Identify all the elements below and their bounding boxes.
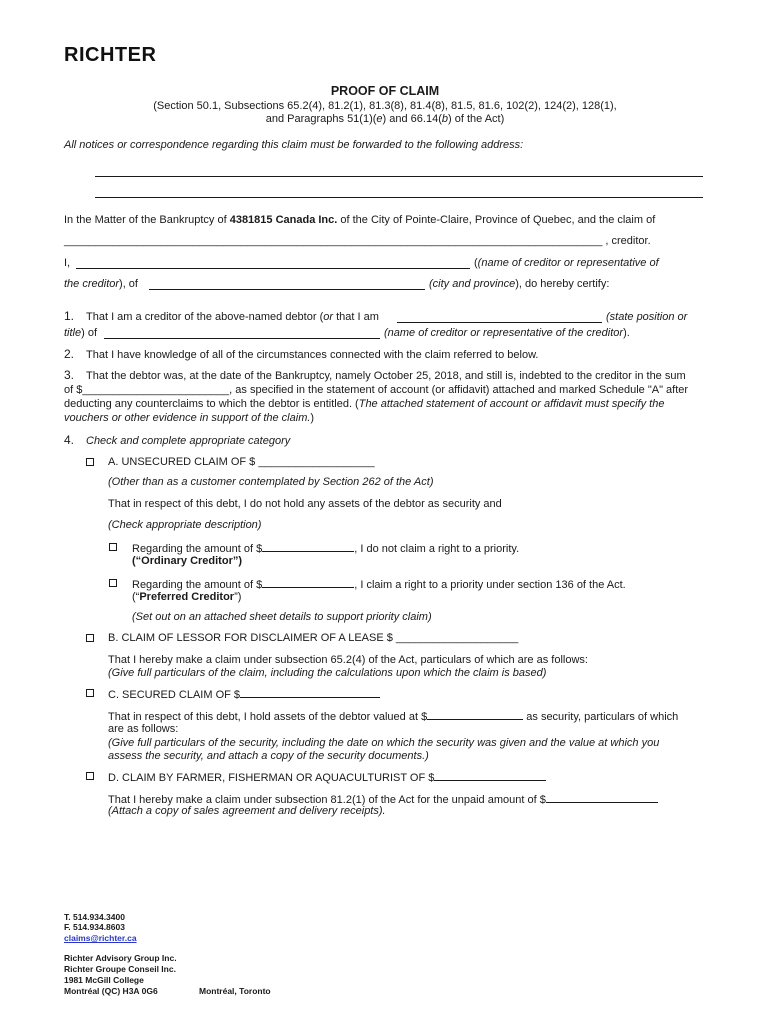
farmer-amount-field[interactable] [434, 769, 546, 781]
checkbox-a[interactable] [86, 458, 94, 466]
footer-company-1: Richter Advisory Group Inc. [64, 953, 177, 963]
category-a-text: That in respect of this debt, I do not hold any assets of the debtor as security and [108, 498, 502, 510]
footer-phone: T. 514.934.3400 [64, 912, 125, 922]
p4-number: 4. [64, 433, 75, 447]
category-a-note: (Other than as a customer contemplated by Section 262 of the Act) [108, 476, 434, 488]
city-hint: (city and province), do hereby certify: [429, 278, 610, 290]
category-a-label: A. UNSECURED CLAIM OF $ ___________________ [108, 456, 375, 468]
creditor-of-text: the creditor), of [64, 278, 138, 290]
category-c-note-1: (Give full particulars of the security, including the date on which the security was given and the value at which you [108, 737, 660, 749]
checkbox-c[interactable] [86, 689, 94, 697]
ordinary-creditor-label: (“Ordinary Creditor”) [132, 555, 243, 567]
secured-amount-field[interactable] [240, 686, 380, 698]
footer-email-link[interactable]: claims@richter.ca [64, 933, 137, 943]
category-b-text: That I hereby make a claim under subsection 65.2(4) of the Act, particulars of which are as follows: [108, 654, 588, 666]
p3-line-2[interactable]: of $________________________, as specified in the statement of account (or affidavit) attached and marked Schedule "A" after [64, 384, 689, 396]
a2-amount-field[interactable] [262, 576, 354, 588]
category-b-label: B. CLAIM OF LESSOR FOR DISCLAIMER OF A LEASE $ ____________________ [108, 632, 519, 644]
category-a-check-hint: (Check appropriate description) [108, 519, 262, 531]
a1-text: Regarding the amount of $ , I do not claim a right to a priority. [132, 540, 519, 556]
footer-cities: Montréal, Toronto [199, 986, 271, 996]
a1-amount-field[interactable] [262, 540, 354, 552]
creditor-rep-field[interactable] [104, 338, 380, 339]
category-d-text: That I hereby make a claim under subsection 81.2(1) of the Act for the unpaid amount of $ [108, 791, 658, 807]
address-line-1[interactable] [95, 176, 703, 177]
category-d-note: (Attach a copy of sales agreement and delivery receipts). [108, 805, 386, 817]
p1-number: 1. [64, 309, 75, 323]
p1-title-text: title) of [64, 327, 98, 339]
p3-number: 3. [64, 368, 75, 382]
p1-hint-2: (name of creditor or representative of the creditor). [384, 327, 630, 339]
p3-line-3: deducting any counterclaims to which the debtor is entitled. (The attached statement of account or affidavit must specify the [64, 398, 665, 410]
representative-hint: ((name of creditor or representative of [474, 257, 659, 269]
p4-text: Check and complete appropriate category [86, 435, 291, 447]
i-label: I, [64, 257, 71, 269]
checkbox-d[interactable] [86, 772, 94, 780]
footer-company-2: Richter Groupe Conseil Inc. [64, 964, 176, 974]
category-d-label: D. CLAIM BY FARMER, FISHERMAN OR AQUACULTURIST OF $ [108, 769, 546, 785]
checkbox-a2[interactable] [109, 579, 117, 587]
p3-line-1: That the debtor was, at the date of the Bankruptcy, namely October 25, 2018, and still is, indebted to the creditor in the sum [86, 370, 686, 382]
richter-logo: RICHTER [64, 44, 157, 66]
footer-fax: F. 514.934.8603 [64, 922, 125, 932]
address-line-2[interactable] [95, 197, 703, 198]
category-c-label: C. SECURED CLAIM OF $ [108, 686, 380, 702]
checkbox-b[interactable] [86, 634, 94, 642]
unpaid-amount-field[interactable] [546, 791, 658, 803]
p3-line-4: vouchers or other evidence in support of the claim.) [64, 412, 315, 424]
creditor-name-line[interactable]: ________________________________________________________________________________________ , creditor. [64, 235, 651, 247]
page-title: PROOF OF CLAIM [330, 84, 440, 98]
p2-number: 2. [64, 347, 75, 361]
footer-address-2: Montréal (QC) H3A 0G6 [64, 986, 158, 996]
a2-text: Regarding the amount of $ , I claim a right to a priority under section 136 of the Act. [132, 576, 626, 592]
p1-hint: (state position or [606, 311, 688, 323]
position-field[interactable] [397, 322, 602, 323]
category-c-text: That in respect of this debt, I hold assets of the debtor valued at $ as security, particulars of which [108, 708, 678, 724]
p1-text: That I am a creditor of the above-named debtor (or that I am [86, 311, 379, 323]
checkbox-a1[interactable] [109, 543, 117, 551]
footer-address-1: 1981 McGill College [64, 975, 144, 985]
preferred-creditor-label: (“Preferred Creditor”) [132, 591, 242, 603]
category-c-note-2: assess the security, and attach a copy of the security documents.) [108, 750, 429, 762]
category-b-note: (Give full particulars of the claim, including the calculations upon which the claim is based) [108, 667, 547, 679]
city-province-field[interactable] [149, 289, 425, 290]
matter-text: In the Matter of the Bankruptcy of 4381815 Canada Inc. of the City of Pointe-Claire, Province of Quebec, and the claim of [64, 214, 656, 226]
asset-value-field[interactable] [427, 708, 523, 720]
notice-text: All notices or correspondence regarding this claim must be forwarded to the following address: [64, 139, 524, 151]
p2-text: That I have knowledge of all of the circumstances connected with the claim referred to below. [86, 349, 539, 361]
subtitle-line-1: (Section 50.1, Subsections 65.2(4), 81.2(1), 81.3(8), 81.4(8), 81.5, 81.6, 102(2), 124(2), 128(1), [153, 100, 617, 112]
representative-name-field[interactable] [76, 268, 470, 269]
category-c-text-2: are as follows: [108, 723, 179, 735]
priority-claim-note: (Set out on an attached sheet details to support priority claim) [132, 611, 432, 623]
subtitle-line-2: and Paragraphs 51(1)(e) and 66.14(b) of the Act) [265, 113, 505, 125]
